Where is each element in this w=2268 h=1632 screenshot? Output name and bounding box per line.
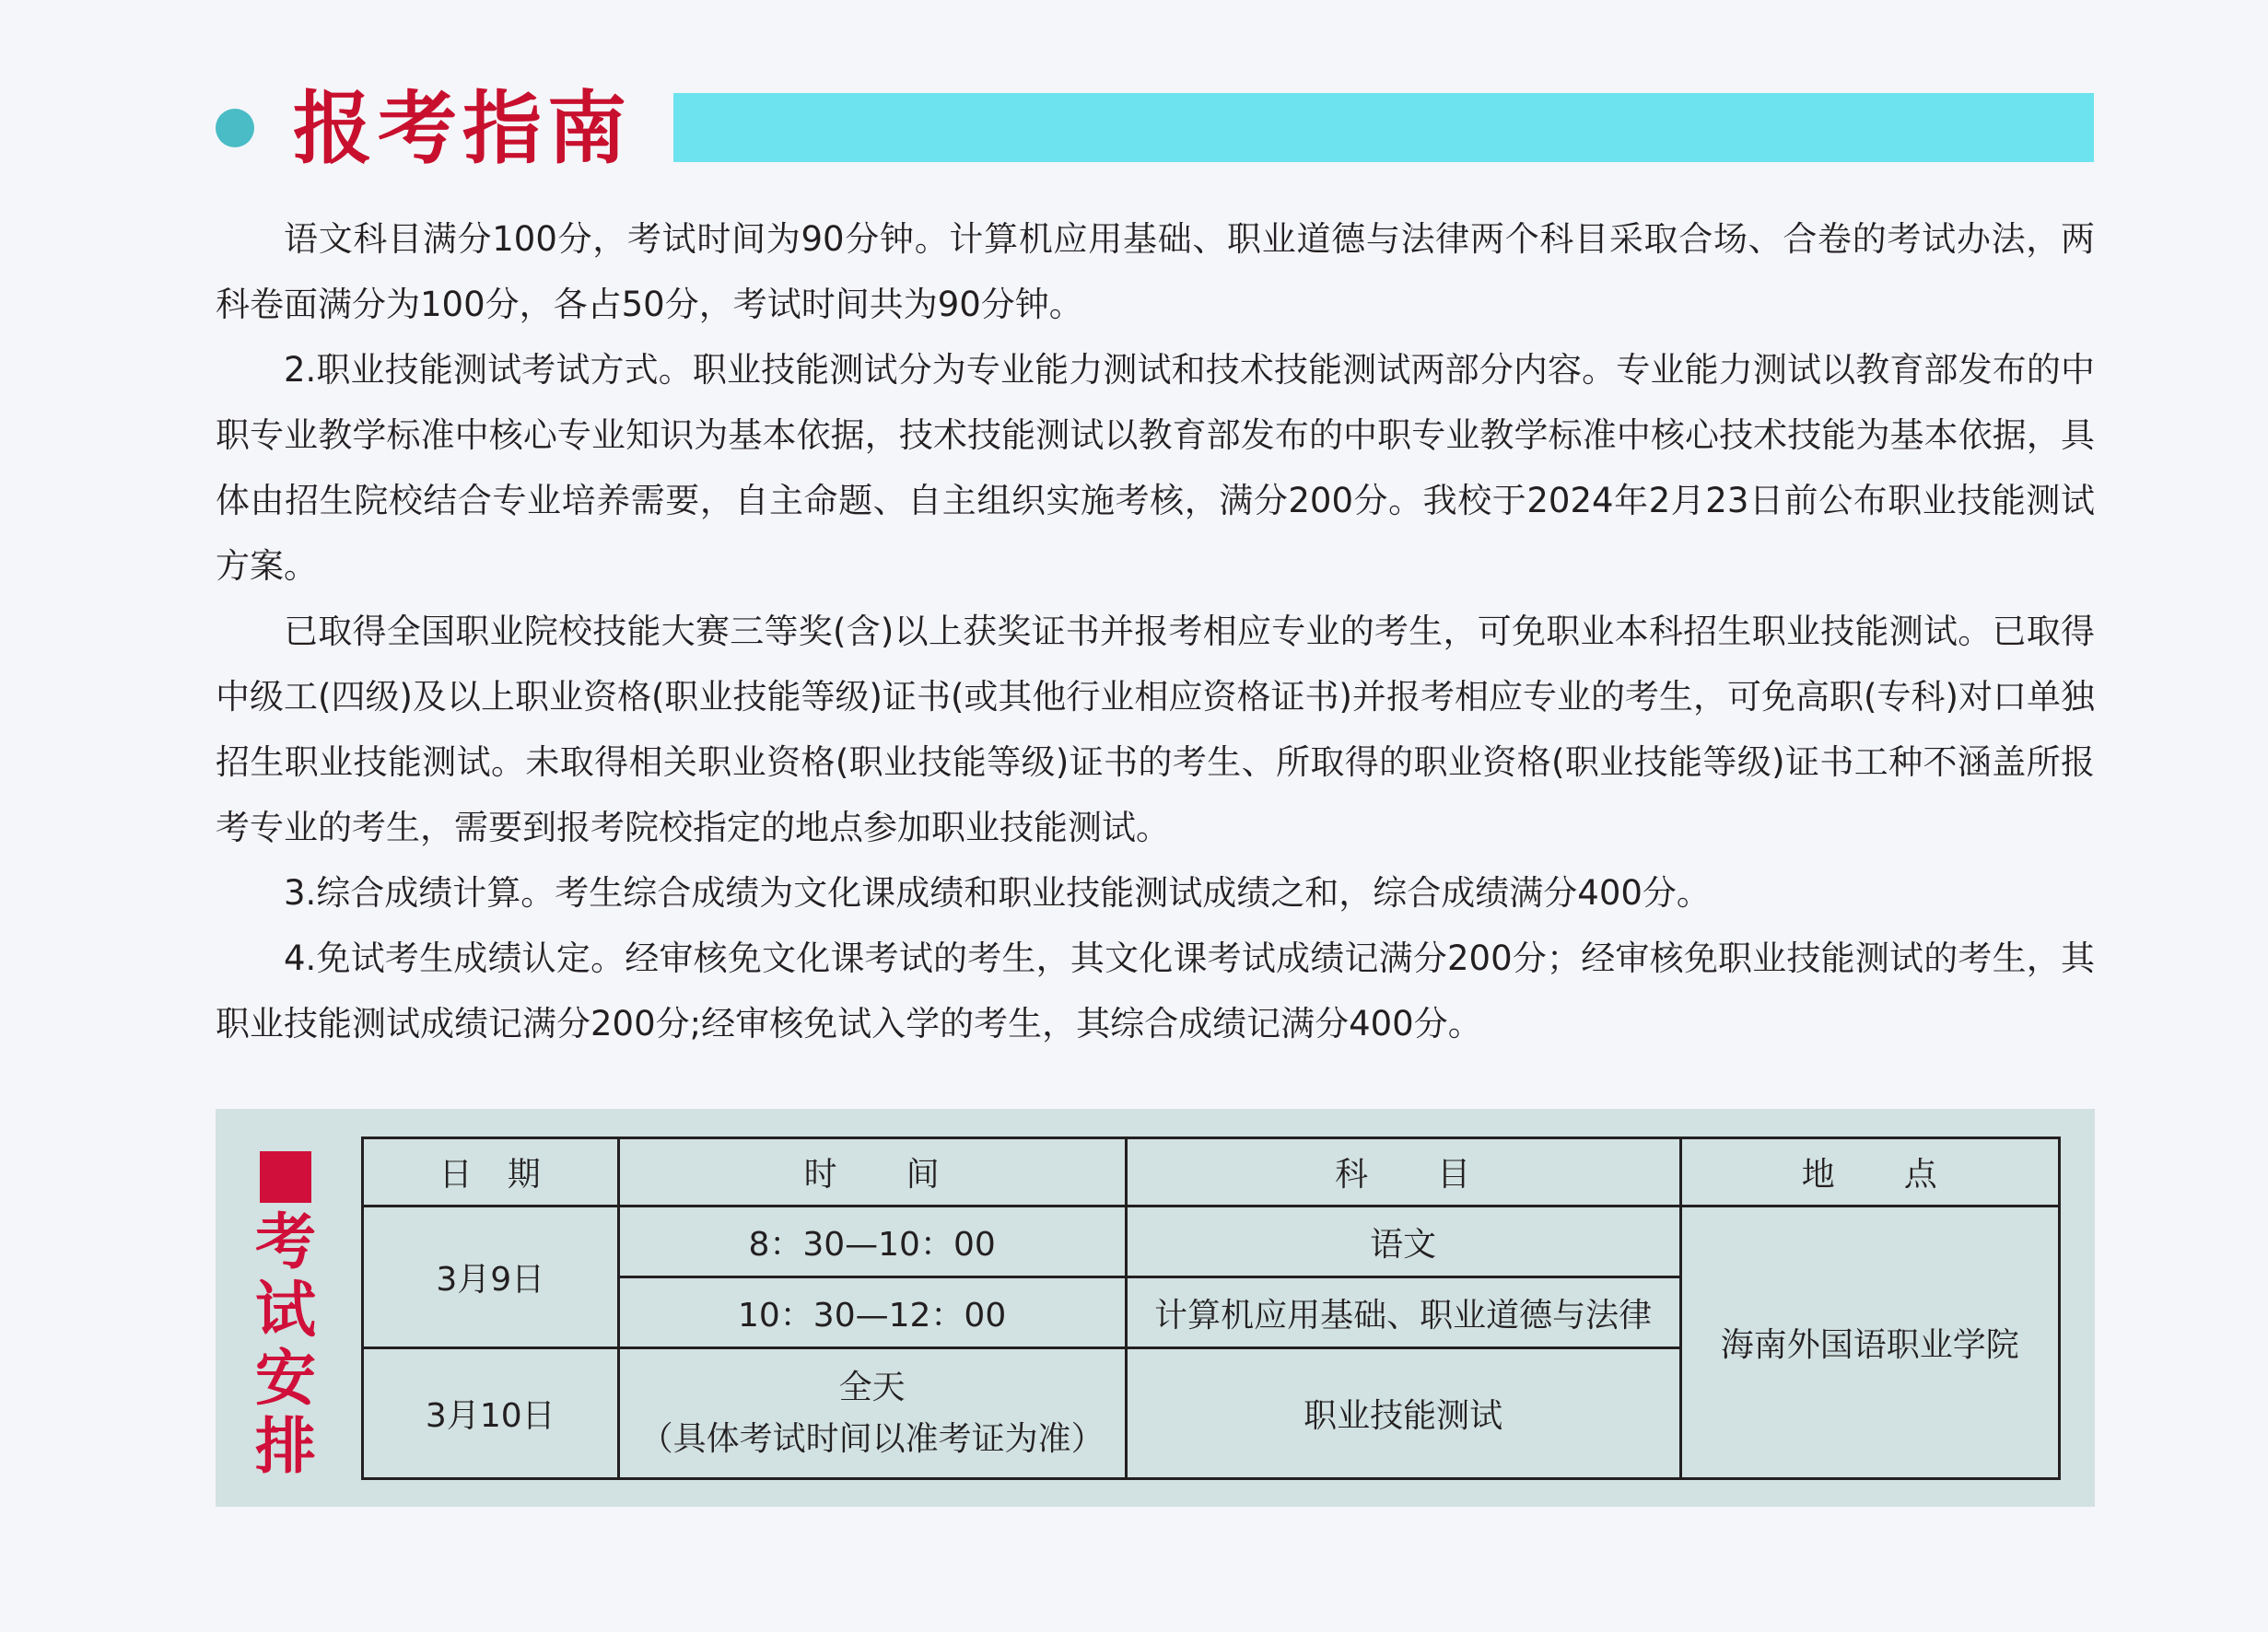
- time-note: （具体考试时间以准考证为准）: [639, 1419, 1105, 1458]
- date-cell: 3月10日: [363, 1348, 619, 1479]
- bullet-dot-icon: [216, 109, 254, 147]
- side-label-char: 安: [255, 1343, 316, 1414]
- paragraph: 2.职业技能测试考试方式。职业技能测试分为专业能力测试和技术技能测试两部分内容。专业能力测试以教育部发布的中职专业教学标准中核心专业知识为基本依据，技术技能测试以教育部发布的中职专业教学标准中核心技术技能为基本依据，具体由招生院校结合专业培养需要，自主命题、自主组织实施考核，满分200分。我校于2024年2月23日前公布职业技能测试方案。: [216, 350, 2095, 586]
- schedule-side-label: [249, 1208, 322, 1481]
- table-header-row: [363, 1138, 2060, 1207]
- header-time: 时 间: [618, 1138, 1126, 1207]
- square-marker-icon: [260, 1151, 311, 1203]
- subject-cell: 职业技能测试: [1126, 1348, 1680, 1479]
- date-cell: 3月9日: [363, 1207, 619, 1348]
- time-line: 全天: [838, 1368, 906, 1406]
- page-title: 报考指南: [293, 83, 632, 175]
- header-location: 地 点: [1680, 1138, 2059, 1207]
- time-cell: 10：30—12：00: [618, 1277, 1126, 1348]
- side-label-char: 排: [255, 1411, 316, 1482]
- exam-schedule-table: [361, 1137, 2061, 1480]
- subject-cell: 计算机应用基础、职业道德与法律: [1126, 1277, 1680, 1348]
- paragraph: 3.综合成绩计算。考生综合成绩为文化课成绩和职业技能测试成绩之和，综合成绩满分400分。: [284, 873, 1711, 913]
- body-text: [216, 206, 2095, 1056]
- side-label-char: 考: [255, 1207, 316, 1277]
- subject-cell: 语文: [1126, 1207, 1680, 1277]
- paragraph: 已取得全国职业院校技能大赛三等奖(含)以上获奖证书并报考相应专业的考生，可免职业本科招生职业技能测试。已取得中级工(四级)及以上职业资格(职业技能等级)证书(或其他行业相应资格证书)并报考相应专业的考生，可免高职(专科)对口单独招生职业技能测试。未取得相关职业资格(职业技能等级)证书的考生、所取得的职业资格(职业技能等级)证书工种不涵盖所报考专业的考生，需要到报考院校指定的地点参加职业技能测试。: [216, 612, 2095, 847]
- location-cell: 海南外国语职业学院: [1680, 1207, 2059, 1479]
- paragraph: 4.免试考生成绩认定。经审核免文化课考试的考生，其文化课考试成绩记满分200分；经审核免职业技能测试的考生，其职业技能测试成绩记满分200分;经审核免试入学的考生，其综合成绩记满分400分。: [216, 938, 2095, 1043]
- side-label-char: 试: [255, 1275, 316, 1346]
- header-subject: 科 目: [1126, 1138, 1680, 1207]
- time-cell: 8：30—10：00: [618, 1207, 1126, 1277]
- paragraph: 语文科目满分100分，考试时间为90分钟。计算机应用基础、职业道德与法律两个科目采取合场、合卷的考试办法，两科卷面满分为100分，各占50分，考试时间共为90分钟。: [216, 219, 2095, 324]
- table-row: [363, 1207, 2060, 1277]
- time-cell: [618, 1348, 1126, 1479]
- header-accent-bar: [673, 93, 2094, 162]
- header-date: 日 期: [363, 1138, 619, 1207]
